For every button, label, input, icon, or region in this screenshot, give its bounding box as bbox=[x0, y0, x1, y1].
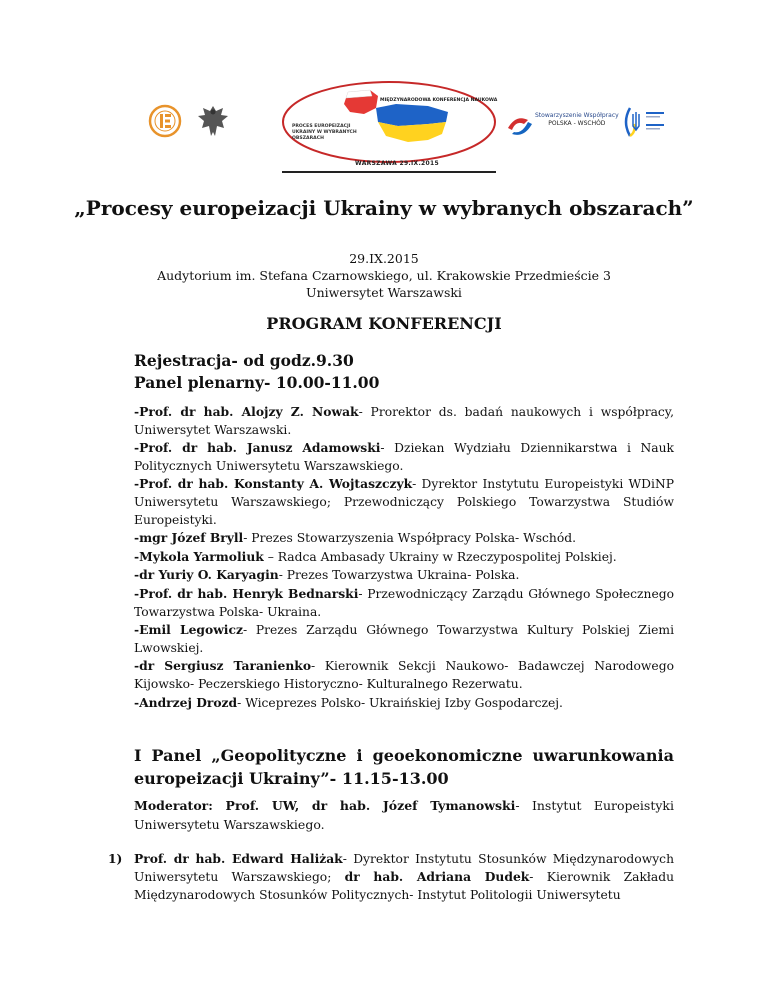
uw-eagle-icon bbox=[196, 102, 230, 142]
ukraine-trident-logo-icon bbox=[622, 104, 670, 140]
speaker-entry bbox=[134, 439, 674, 475]
speaker-description: - Dziekan Wydziału Dziennikarstwa i Nauk Politycznych Uniwersytetu Warszawskiego. bbox=[134, 441, 674, 473]
event-venue: Audytorium im. Stefana Czarnowskiego, ul. Krakowskie Przedmieście 3 bbox=[157, 268, 611, 283]
item-speaker-name: dr hab. Adriana Dudek bbox=[344, 869, 530, 884]
panel-1-item bbox=[108, 850, 674, 904]
panel-1-moderator bbox=[134, 796, 674, 834]
partner-logo-text bbox=[535, 112, 619, 128]
speaker-description: - Prezes Zarządu Głównego Towarzystwa Kultury Polskiej Ziemi Lwowskiej. bbox=[134, 623, 675, 655]
item-number: 1) bbox=[108, 851, 123, 866]
ie-logo-icon bbox=[148, 104, 182, 138]
speaker-name: -Prof. dr hab. Janusz Adamowski bbox=[134, 440, 381, 456]
item-speaker-name: Prof. dr hab. Edward Haliżak bbox=[134, 851, 343, 866]
speaker-name: -Prof. dr hab. Konstanty A. Wojtaszczyk bbox=[134, 476, 413, 492]
speaker-entry bbox=[134, 475, 674, 529]
banner-subtitle: PROCES EUROPEIZACJI UKRAINY W WYBRANYCH OBSZARACH bbox=[292, 124, 357, 141]
banner-divider bbox=[282, 171, 496, 173]
speaker-name: -Andrzej Drozd bbox=[134, 694, 238, 710]
speaker-entry bbox=[134, 585, 674, 621]
registration-time: Rejestracja- od godz.9.30 bbox=[134, 351, 354, 370]
speaker-name: -Prof. dr hab. Henryk Bednarski bbox=[134, 585, 359, 601]
partner-line-1: Stowarzyszenie Współpracy bbox=[535, 112, 619, 119]
schedule-headings bbox=[134, 350, 674, 394]
moderator-name: Moderator: Prof. UW, dr hab. Józef Tymanowski bbox=[134, 798, 516, 813]
plenary-speakers-list bbox=[134, 403, 674, 712]
speaker-description: - Przewodniczący Zarządu Głównego Społecznego Towarzystwa Polska- Ukraina. bbox=[134, 586, 674, 619]
moderator-description: - Instytut Europeistyki Uniwersytetu Warszawskiego. bbox=[134, 798, 674, 832]
banner-date: WARSZAWA 29.IX.2015 bbox=[355, 160, 439, 167]
event-university: Uniwersytet Warszawski bbox=[306, 285, 462, 300]
partner-line-2: POLSKA - WSCHÓD bbox=[548, 120, 606, 127]
speaker-entry bbox=[134, 694, 674, 713]
panel-1-title: I Panel „Geopolityczne i geoekonomiczne uwarunkowania europeizacji Ukrainy”- 11.15-13.00 bbox=[134, 746, 674, 788]
speaker-description: – Radca Ambasady Ukrainy w Rzeczypospolitej Polskiej. bbox=[263, 549, 617, 564]
speaker-name: -Emil Legowicz bbox=[134, 622, 243, 638]
speaker-entry bbox=[134, 548, 674, 567]
speaker-description: - Wiceprezes Polsko- Ukraińskiej Izby Gospodarczej. bbox=[237, 695, 563, 710]
speaker-name: -Mykola Yarmoliuk bbox=[134, 548, 264, 564]
item-speaker-description: - Kierownik Zakładu Międzynarodowych Stosunków Politycznych- Instytut Politologii Uniwersytetu bbox=[134, 870, 675, 902]
speaker-description: - Dyrektor Instytutu Europeistyki WDiNP Uniwersytetu Warszawskiego; Przewodniczący Polskiego Towarzystwa Studiów Europeistyki. bbox=[134, 477, 674, 527]
program-heading: PROGRAM KONFERENCJI bbox=[266, 314, 502, 333]
event-info bbox=[0, 250, 768, 301]
speaker-name: -dr Sergiusz Taranienko bbox=[134, 658, 312, 674]
speaker-name: -Prof. dr hab. Alojzy Z. Nowak bbox=[134, 404, 359, 419]
banner-title: MIĘDZYNARODOWA KONFERENCJA NAUKOWA bbox=[380, 98, 498, 103]
plenary-panel-time: Panel plenarny- 10.00-11.00 bbox=[134, 373, 380, 392]
panel-1-section bbox=[134, 744, 674, 834]
speaker-description: - Prezes Stowarzyszenia Współpracy Polska- Wschód. bbox=[243, 531, 577, 546]
logo-header bbox=[0, 78, 768, 188]
speaker-entry bbox=[134, 566, 674, 585]
speaker-name: -mgr Józef Bryll bbox=[134, 530, 244, 546]
event-date: 29.IX.2015 bbox=[349, 251, 419, 266]
speaker-description: - Prezes Towarzystwa Ukraina- Polska. bbox=[278, 568, 520, 583]
speaker-description: - Prorektor ds. badań naukowych i współpracy, Uniwersytet Warszawski. bbox=[134, 405, 675, 437]
speaker-description: - Kierownik Sekcji Naukowo- Badawczej Narodowego Kijowsko- Peczerskiego Historyczno- Kulturalnego Rezerwatu. bbox=[134, 659, 674, 691]
speaker-entry bbox=[134, 529, 674, 548]
speaker-name: -dr Yuriy O. Karyagin bbox=[134, 567, 279, 583]
conference-title: „Procesy europeizacji Ukrainy w wybranych obszarach” bbox=[74, 196, 694, 220]
item-speaker-description: - Dyrektor Instytutu Stosunków Międzynarodowych Uniwersytetu Warszawskiego; bbox=[134, 852, 674, 884]
item-content bbox=[134, 850, 674, 904]
speaker-entry bbox=[134, 621, 674, 657]
speaker-entry bbox=[134, 403, 674, 439]
speaker-entry bbox=[134, 657, 674, 693]
